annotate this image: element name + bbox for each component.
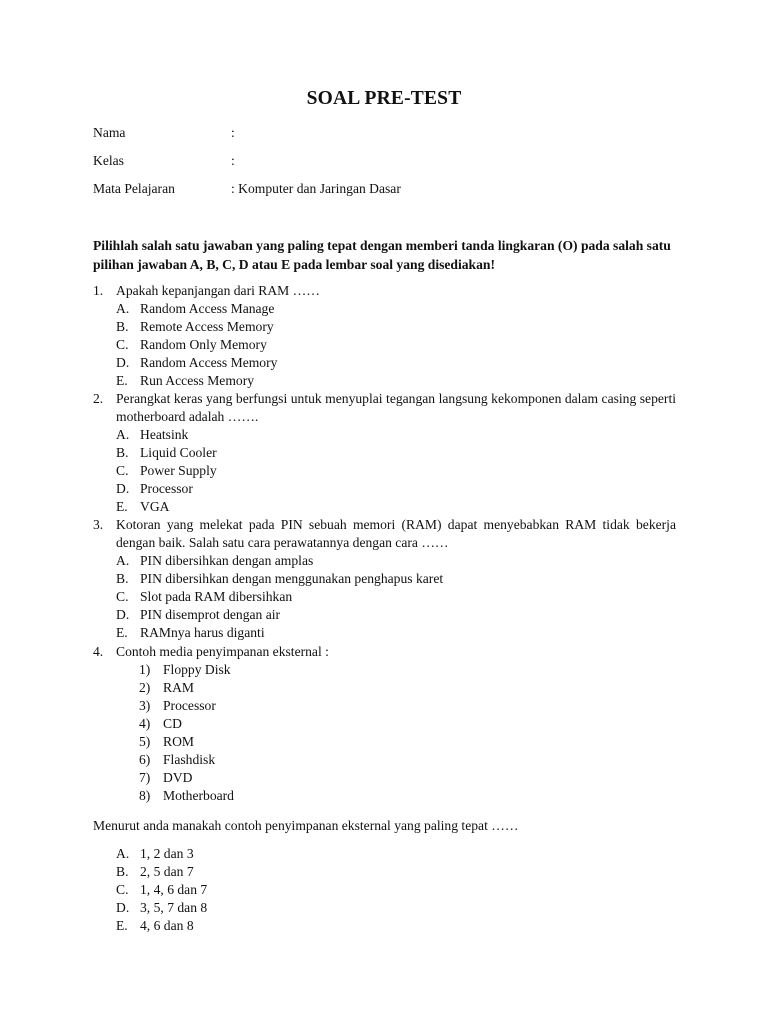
option-letter: E. — [116, 625, 128, 640]
question-text: Perangkat keras yang berfungsi untuk menyuplai tegangan langsung kekomponen dalam casing seperti motherboard adalah ……. — [116, 391, 676, 424]
list-number: 1) — [139, 662, 151, 677]
option-text: 3, 5, 7 dan 8 — [140, 900, 208, 915]
option-1d — [116, 354, 277, 372]
option-4b — [116, 863, 194, 881]
list-text: ROM — [163, 734, 194, 749]
option-letter: D. — [116, 355, 130, 370]
question-number: 2. — [93, 391, 104, 406]
option-letter: B. — [116, 445, 129, 460]
option-2c — [116, 462, 217, 480]
option-text: PIN dibersihkan dengan amplas — [140, 553, 314, 568]
option-2b — [116, 444, 217, 462]
question-text: Kotoran yang melekat pada PIN sebuah memori (RAM) dapat menyebabkan RAM tidak bekerja dengan baik. Salah satu cara perawatannya dengan cara …… — [116, 517, 676, 550]
option-text: PIN disemprot dengan air — [140, 607, 281, 622]
option-text: Slot pada RAM dibersihkan — [140, 589, 293, 604]
option-letter: A. — [116, 301, 130, 316]
option-letter: A. — [116, 553, 130, 568]
option-letter: C. — [116, 463, 129, 478]
list-item-8 — [139, 787, 234, 805]
list-item-7 — [139, 769, 192, 787]
option-letter: A. — [116, 846, 130, 861]
option-letter: D. — [116, 607, 130, 622]
list-number: 7) — [139, 770, 151, 785]
option-3c — [116, 588, 292, 606]
option-2e — [116, 498, 169, 516]
question-number: 3. — [93, 517, 104, 532]
list-text: DVD — [163, 770, 193, 785]
option-letter: E. — [116, 918, 128, 933]
list-text: Flashdisk — [163, 752, 216, 767]
list-text: Motherboard — [163, 788, 234, 803]
option-1b — [116, 318, 274, 336]
option-letter: B. — [116, 571, 129, 586]
option-text: Power Supply — [140, 463, 217, 478]
option-text: 4, 6 dan 8 — [140, 918, 194, 933]
field-label: Mata Pelajaran — [93, 181, 175, 196]
field-label: Nama — [93, 125, 126, 140]
list-number: 3) — [139, 698, 151, 713]
list-item-6 — [139, 751, 215, 769]
question-3 — [93, 516, 676, 552]
option-1a — [116, 300, 274, 318]
field-value: : — [231, 153, 235, 168]
option-letter: D. — [116, 481, 130, 496]
option-letter: D. — [116, 900, 130, 915]
question-4 — [93, 643, 676, 661]
page-title: SOAL PRE-TEST — [306, 88, 462, 109]
option-letter: B. — [116, 864, 129, 879]
field-value: : — [231, 125, 235, 140]
option-3d — [116, 606, 280, 624]
question-text: Apakah kepanjangan dari RAM …… — [116, 283, 320, 298]
instruction-text: Pilihlah salah satu jawaban yang paling tepat dengan memberi tanda lingkaran (O) pada salah satu pilihan jawaban A, B, C, D atau E pada lembar soal yang disediakan! — [93, 238, 671, 272]
option-1c — [116, 336, 267, 354]
option-text: Random Access Manage — [140, 301, 275, 316]
option-text: Run Access Memory — [140, 373, 255, 388]
list-text: Floppy Disk — [163, 662, 231, 677]
option-text: 1, 4, 6 dan 7 — [140, 882, 208, 897]
option-3b — [116, 570, 443, 588]
option-text: 2, 5 dan 7 — [140, 864, 194, 879]
option-text: Processor — [140, 481, 193, 496]
field-value: : Komputer dan Jaringan Dasar — [231, 181, 401, 196]
option-2d — [116, 480, 193, 498]
option-3e — [116, 624, 265, 642]
option-text: Random Only Memory — [140, 337, 267, 352]
option-4a — [116, 845, 194, 863]
option-text: RAMnya harus diganti — [140, 625, 265, 640]
option-letter: C. — [116, 589, 129, 604]
list-text: Processor — [163, 698, 216, 713]
option-letter: E. — [116, 373, 128, 388]
option-3a — [116, 552, 313, 570]
option-text: Remote Access Memory — [140, 319, 274, 334]
list-item-5 — [139, 733, 194, 751]
list-text: CD — [163, 716, 182, 731]
option-letter: C. — [116, 882, 129, 897]
option-text: PIN dibersihkan dengan menggunakan penghapus karet — [140, 571, 444, 586]
question-1 — [93, 282, 676, 300]
question-number: 4. — [93, 644, 104, 659]
list-number: 2) — [139, 680, 151, 695]
option-text: 1, 2 dan 3 — [140, 846, 194, 861]
option-4e — [116, 917, 194, 935]
option-4c — [116, 881, 207, 899]
question-number: 1. — [93, 283, 104, 298]
followup-question: Menurut anda manakah contoh penyimpanan eksternal yang paling tepat …… — [93, 818, 519, 833]
option-letter: A. — [116, 427, 130, 442]
option-letter: E. — [116, 499, 128, 514]
question-text: Contoh media penyimpanan eksternal : — [116, 644, 329, 659]
list-number: 4) — [139, 716, 151, 731]
field-label: Kelas — [93, 153, 124, 168]
list-item-3 — [139, 697, 216, 715]
option-2a — [116, 426, 188, 444]
option-text: Random Access Memory — [140, 355, 278, 370]
list-item-1 — [139, 661, 231, 679]
option-text: Heatsink — [140, 427, 189, 442]
list-number: 6) — [139, 752, 151, 767]
list-item-2 — [139, 679, 194, 697]
list-item-4 — [139, 715, 182, 733]
list-number: 5) — [139, 734, 151, 749]
list-text: RAM — [163, 680, 194, 695]
option-4d — [116, 899, 207, 917]
option-1e — [116, 372, 254, 390]
option-text: Liquid Cooler — [140, 445, 217, 460]
option-text: VGA — [140, 499, 170, 514]
option-letter: C. — [116, 337, 129, 352]
question-2 — [93, 390, 676, 426]
option-letter: B. — [116, 319, 129, 334]
list-number: 8) — [139, 788, 151, 803]
